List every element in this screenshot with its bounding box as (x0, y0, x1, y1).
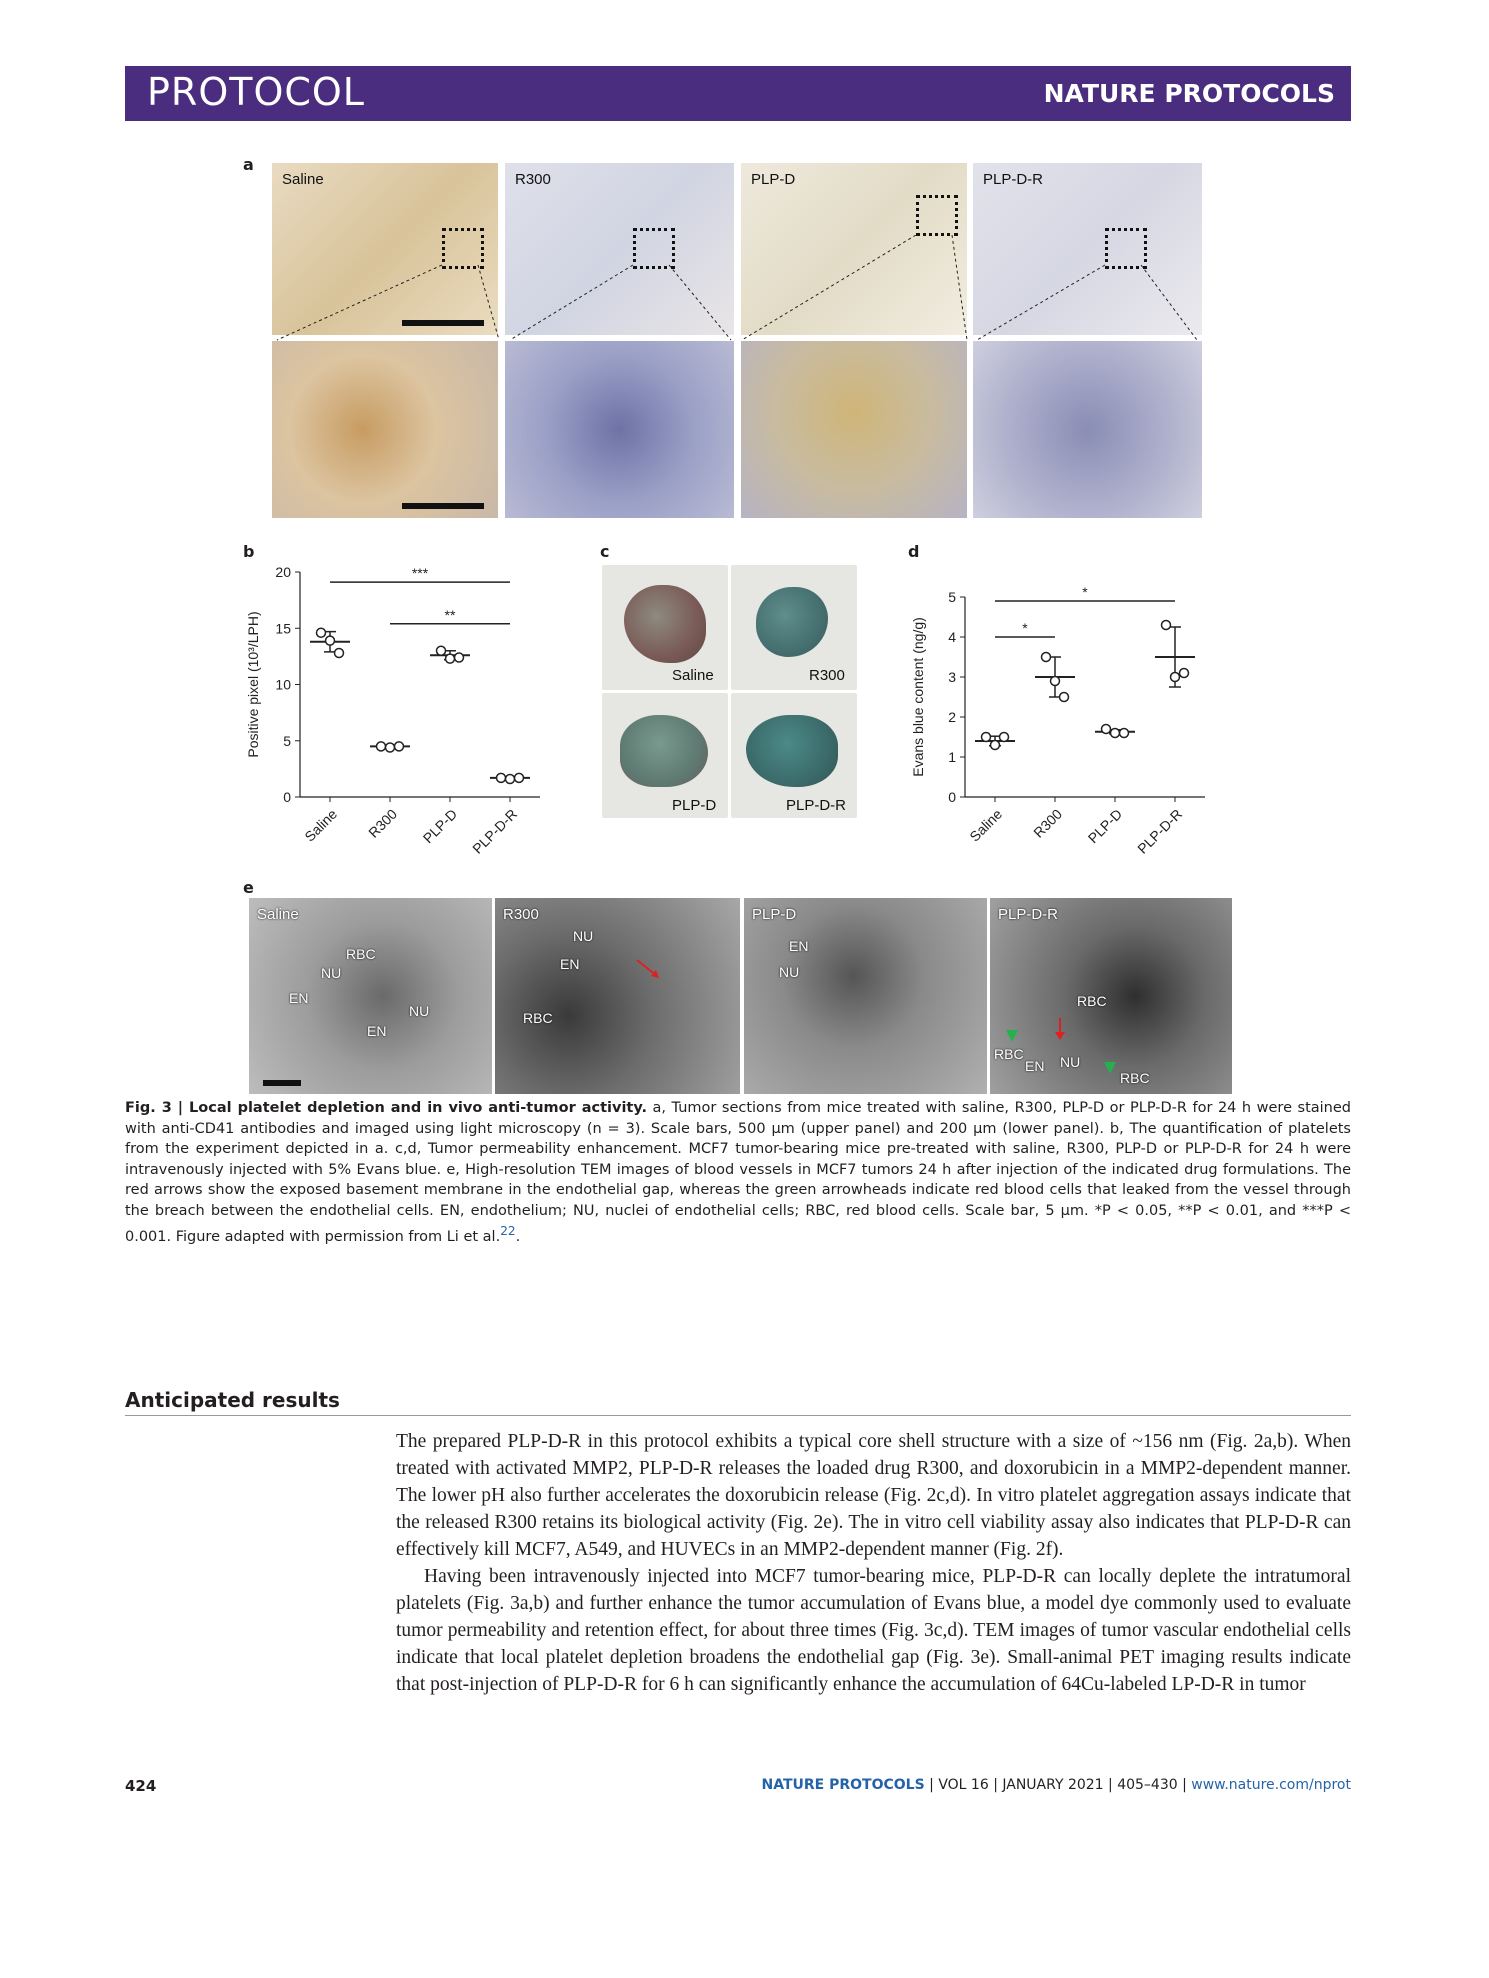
tem-label-nu: NU (779, 964, 800, 980)
micrograph-r300-lower (505, 341, 734, 518)
x-tick-label: R300 (365, 805, 401, 841)
data-point (1162, 621, 1171, 630)
y-tick-label: 20 (275, 564, 291, 580)
micrograph-label: PLP-D-R (983, 171, 1044, 188)
tem-image-plpdr (990, 898, 1232, 1094)
tem-title: Saline (257, 906, 299, 923)
data-point (497, 773, 506, 782)
green-arrowhead-icon (1004, 1026, 1020, 1044)
significance-label: *** (411, 565, 429, 582)
data-point (982, 733, 991, 742)
data-point (1000, 733, 1009, 742)
x-tick-label: PLP-D-R (469, 805, 521, 857)
tem-image-r300 (495, 898, 740, 1094)
micrograph-label: Saline (282, 171, 324, 188)
y-axis-label: Evans blue content (ng/g) (910, 617, 926, 777)
micrograph-plpd-lower (741, 341, 967, 518)
chart-evans-blue (905, 575, 1205, 865)
y-tick-label: 4 (948, 629, 956, 645)
photo-label: R300 (809, 667, 845, 684)
data-point (1042, 653, 1051, 662)
data-point (506, 775, 515, 784)
tem-label-en: EN (789, 938, 809, 954)
red-arrow-icon (1050, 1016, 1070, 1042)
tem-label-en: EN (560, 956, 580, 972)
tem-label-rbc: RBC (1077, 993, 1107, 1009)
data-point (386, 743, 395, 752)
paragraph-2: Having been intravenously injected into MCF7 tumor-bearing mice, PLP-D-R can locally deplete the intratumoral platelets (Fig. 3a,b) and further enhance the tumor accumulation of Evans blue, a model dye commonly used to evaluate tumor permeability and retention effect, for about three times (Fig. 3c,d). TEM images of tumor vascular endothelial cells indicate that local platelet depletion broadens the endothelial gap (Fig. 3e). Small-animal PET imaging results indicate that post-injection of PLP-D-R for 6 h can significantly enhance the accumulation of 64Cu-labeled LP-D-R in tumor (396, 1566, 1351, 1695)
tumor-image (756, 587, 828, 657)
data-point (515, 773, 524, 782)
photo-label: Saline (672, 667, 714, 684)
tem-image-plpd (744, 898, 987, 1094)
data-point (395, 742, 404, 751)
body-text (396, 1428, 1351, 1698)
caption-lead: Fig. 3 | Local platelet depletion and in vivo anti-tumor activity. (125, 1100, 647, 1116)
y-tick-label: 15 (275, 620, 291, 637)
significance-label: * (1082, 584, 1088, 600)
tumor-photo-saline (602, 565, 728, 690)
figure-caption: Fig. 3 | Local platelet depletion and in vivo anti-tumor activity. a, Tumor sections from mice treated with saline, R300, PLP-D or PLP-D-R for 24 h were stained with anti-CD41 antibodies and imaged using light microscopy (n = 3). Scale bars, 500 μm (upper panel) and 200 μm (lower panel). b, The quantification of platelets from the experiment depicted in a. c,d, Tumor permeability enhancement. MCF7 tumor-bearing mice pre-treated with saline, R300, PLP-D or PLP-D-R for 24 h were intravenously injected with 5% Evans blue. e, High-resolution TEM images of blood vessels in MCF7 tumors 24 h after injection of the indicated drug formulations. The red arrows show the exposed basement membrane in the endothelial gap, whereas the green arrowheads indicate red blood cells that leaked from the vessel through the breach between the endothelial cells. EN, endothelium; NU, nuclei of endothelial cells; RBC, red blood cells. Scale bar, 5 μm. *P < 0.05, **P < 0.01, and ***P < 0.001. Figure adapted with permission from Li et al.$^{22}$. (125, 1100, 1351, 1245)
tem-image-saline (249, 898, 492, 1094)
page-number: 424 (125, 1777, 157, 1795)
caption-ref[interactable]: 22 (500, 1224, 516, 1238)
tem-title: PLP-D (752, 906, 797, 923)
data-point (326, 636, 335, 645)
page-header (125, 66, 1351, 121)
y-tick-label: 0 (948, 789, 956, 805)
micrograph-saline-lower (272, 341, 498, 518)
section-title: Anticipated results (125, 1388, 1351, 1416)
data-point (335, 649, 344, 658)
caption-text: a, Tumor sections from mice treated with saline, R300, PLP-D or PLP-D-R for 24 h were stained with anti-CD41 antibodies and imaged using light microscopy (n = 3). Scale bars, 500 μm (upper panel) and 200 μm (lower panel). b, The quantification of platelets from the experiment depicted in a. c,d, Tumor permeability enhancement. MCF7 tumor-bearing mice pre-treated with saline, R300, PLP-D or PLP-D-R for 24 h were intravenously injected with 5% Evans blue. e, High-resolution TEM images of blood vessels in MCF7 tumors 24 h after injection of the indicated drug formulations. The red arrows show the exposed basement membrane in the endothelial gap, whereas the green arrowheads indicate red blood cells that leaked from the vessel through the breach between the endothelial cells. EN, endothelium; NU, nuclei of endothelial cells; RBC, red blood cells. Scale bar, 5 μm. *P < 0.05, **P < 0.01, and ***P < 0.001. Figure adapted with permission from Li et al. (125, 1100, 1351, 1245)
micrograph-label: R300 (515, 171, 551, 188)
data-point (1111, 729, 1120, 738)
data-point (317, 628, 326, 637)
data-point (446, 654, 455, 663)
tem-label-nu: NU (409, 1003, 430, 1019)
tem-label-en: EN (367, 1023, 387, 1039)
x-tick-label: Saline (301, 805, 341, 845)
data-point (1060, 693, 1069, 702)
journal-name: NATURE PROTOCOLS (1043, 79, 1335, 108)
tumor-photo-plpdr (731, 693, 857, 818)
tumor-image (746, 715, 838, 787)
data-point (991, 741, 1000, 750)
panel-letter-a: a (243, 155, 254, 174)
section-label: PROTOCOL (147, 70, 365, 114)
footer-url[interactable]: www.nature.com/nprot (1191, 1777, 1351, 1793)
tem-label-nu: NU (321, 965, 342, 981)
tem-label-rbc: RBC (994, 1046, 1024, 1062)
y-tick-label: 5 (948, 589, 956, 605)
data-point (1171, 673, 1180, 682)
tem-label-en: EN (289, 990, 309, 1006)
tumor-image (620, 715, 708, 787)
panel-letter-c: c (600, 542, 610, 561)
data-point (1120, 729, 1129, 738)
data-point (377, 742, 386, 751)
y-tick-label: 10 (275, 676, 291, 693)
green-arrowhead-icon (1102, 1058, 1118, 1076)
data-point (455, 653, 464, 662)
significance-label: ** (444, 606, 456, 623)
tem-label-nu: NU (1060, 1054, 1081, 1070)
x-tick-label: PLP-D (419, 805, 461, 847)
x-tick-label: R300 (1030, 805, 1066, 841)
tumor-photo-plpd (602, 693, 728, 818)
tumor-image (624, 585, 706, 663)
footer-volume: | VOL 16 | JANUARY 2021 | 405–430 | (929, 1777, 1187, 1793)
photo-label: PLP-D-R (786, 797, 847, 814)
tem-title: R300 (503, 906, 539, 923)
data-point (1102, 725, 1111, 734)
scale-bar (402, 503, 484, 509)
y-tick-label: 2 (948, 709, 956, 725)
zoom-connector-lines (272, 235, 1202, 345)
panel-letter-d: d (908, 542, 920, 561)
tem-label-rbc: RBC (523, 1010, 553, 1026)
tem-title: PLP-D-R (998, 906, 1059, 923)
y-tick-label: 0 (283, 789, 291, 805)
x-tick-label: PLP-D (1084, 805, 1126, 847)
tem-label-en: EN (1025, 1058, 1045, 1074)
y-tick-label: 3 (948, 669, 956, 685)
y-axis-label: Positive pixel (10³/LPH) (245, 611, 261, 758)
tem-label-rbc: RBC (1120, 1070, 1150, 1086)
tem-label-nu: NU (573, 928, 594, 944)
footer-citation (762, 1777, 1351, 1793)
tumor-photo-r300 (731, 565, 857, 690)
x-tick-label: PLP-D-R (1134, 805, 1186, 857)
y-tick-label: 5 (283, 732, 291, 749)
x-tick-label: Saline (966, 805, 1006, 845)
photo-label: PLP-D (672, 797, 717, 814)
significance-label: * (1022, 620, 1028, 636)
scale-bar (263, 1080, 301, 1086)
tem-label-rbc: RBC (346, 946, 376, 962)
footer-journal: NATURE PROTOCOLS (761, 1777, 925, 1793)
red-arrow-icon (635, 958, 665, 983)
chart-platelet-quantification (240, 560, 570, 860)
paragraph-1: The prepared PLP-D-R in this protocol exhibits a typical core shell structure with a size of ~156 nm (Fig. 2a,b). When treated with activated MMP2, PLP-D-R releases the loaded drug R300, and doxorubicin in a MMP2-dependent manner. The lower pH also further accelerates the doxorubicin release (Fig. 2c,d). In vitro platelet aggregation assays indicate that the released R300 retains its biological activity (Fig. 2e). The in vitro cell viability assay also indicates that PLP-D-R can effectively kill MCF7, A549, and HUVECs in an MMP2-dependent manner (Fig. 2f). (396, 1431, 1351, 1560)
panel-letter-b: b (243, 542, 255, 561)
data-point (437, 646, 446, 655)
data-point (1051, 677, 1060, 686)
inset-box (916, 195, 958, 236)
panel-letter-e: e (243, 878, 254, 897)
micrograph-plpdr-lower (973, 341, 1202, 518)
micrograph-label: PLP-D (751, 171, 796, 188)
y-tick-label: 1 (948, 749, 956, 765)
data-point (1180, 669, 1189, 678)
